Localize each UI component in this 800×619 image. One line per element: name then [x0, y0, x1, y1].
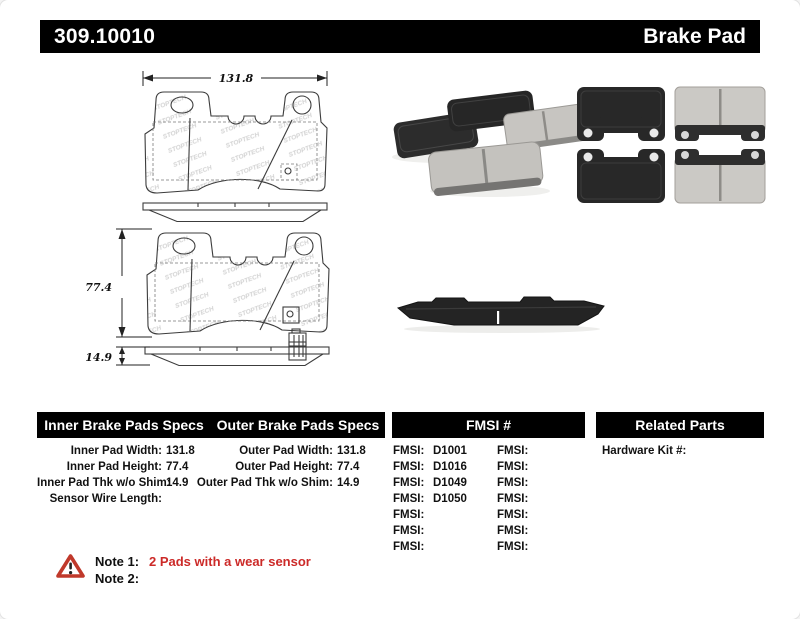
fmsi-label: FMSI: — [393, 445, 425, 457]
fmsi-label: FMSI: — [393, 509, 425, 521]
spec-label: Inner Pad Width: — [70, 445, 162, 457]
dimension-width-label: 131.8 — [218, 72, 254, 85]
technical-drawing-outer-pad — [65, 62, 340, 224]
spec-row-inner-width — [37, 443, 202, 459]
spec-label: Outer Pad Width: — [239, 445, 333, 457]
note-1 — [95, 553, 311, 570]
fmsi-value: D1016 — [433, 461, 467, 473]
spec-value: 131.8 — [166, 445, 195, 457]
spec-value: 14.9 — [337, 477, 360, 489]
fmsi-label: FMSI: — [497, 509, 529, 521]
related-parts-column — [602, 443, 762, 459]
warning-icon — [56, 554, 85, 579]
dimension-thickness-label: 14.9 — [85, 351, 112, 364]
pad-photo-friction — [675, 87, 765, 141]
pad-photo-friction — [675, 149, 765, 203]
fmsi-label: FMSI: — [393, 541, 425, 553]
fmsi-label: FMSI: — [497, 477, 529, 489]
note-2 — [95, 570, 311, 587]
fmsi-label: FMSI: — [393, 493, 425, 505]
fmsi-value: D1001 — [433, 445, 467, 457]
fmsi-row — [393, 523, 493, 539]
inner-specs-column — [37, 443, 202, 507]
spec-value: 14.9 — [166, 477, 189, 489]
product-type-title: Brake Pad — [643, 24, 746, 48]
thickness-dimension — [85, 347, 150, 365]
fmsi-column-left — [393, 443, 493, 555]
width-dimension — [143, 71, 327, 86]
fmsi-label: FMSI: — [393, 461, 425, 473]
table-header-related-parts: Related Parts — [596, 412, 764, 438]
fmsi-row — [393, 443, 493, 459]
fmsi-row — [393, 539, 493, 555]
fmsi-label: FMSI: — [497, 541, 529, 553]
fmsi-row — [497, 475, 587, 491]
spec-label: Outer Pad Thk w/o Shim: — [196, 477, 333, 489]
related-row-hardware-kit — [602, 443, 762, 459]
table-header-fmsi: FMSI # — [392, 412, 585, 438]
table-header-pads-specs — [37, 412, 385, 438]
outer-specs-column — [196, 443, 371, 491]
spec-row-sensor-wire-length — [37, 491, 202, 507]
fmsi-row — [497, 507, 587, 523]
fmsi-row — [393, 491, 493, 507]
pad-front-view-sensor — [147, 233, 329, 346]
fmsi-column-right — [497, 443, 587, 555]
note1-text: 2 Pads with a wear sensor — [149, 554, 311, 569]
fmsi-value: D1049 — [433, 477, 467, 489]
related-label: Hardware Kit #: — [602, 445, 687, 457]
spec-row-inner-height — [37, 459, 202, 475]
fmsi-row — [393, 475, 493, 491]
fmsi-row — [497, 539, 587, 555]
pad-photo-backplate — [577, 87, 665, 141]
spec-value: 77.4 — [337, 461, 360, 473]
pad-side-profile — [143, 203, 327, 222]
notes-block — [95, 553, 311, 587]
fmsi-label: FMSI: — [497, 525, 529, 537]
table-header-outer-specs: Outer Brake Pads Specs — [216, 417, 380, 433]
fmsi-row — [393, 459, 493, 475]
height-dimension — [85, 229, 152, 337]
spec-value: 77.4 — [166, 461, 189, 473]
spec-row-outer-height — [196, 459, 371, 475]
photo-pads-grid — [575, 85, 770, 207]
fmsi-label: FMSI: — [393, 477, 425, 489]
fmsi-row — [497, 459, 587, 475]
spec-row-inner-thk — [37, 475, 202, 491]
fmsi-row — [497, 491, 587, 507]
pad-front-view — [145, 92, 327, 193]
fmsi-label: FMSI: — [497, 461, 529, 473]
wear-sensor-connector — [289, 342, 306, 360]
spec-label: Outer Pad Height: — [235, 461, 333, 473]
fmsi-row — [393, 507, 493, 523]
fmsi-value: D1050 — [433, 493, 467, 505]
table-header-inner-specs: Inner Brake Pads Specs — [44, 417, 204, 433]
fmsi-row — [497, 443, 587, 459]
technical-drawing-inner-pad — [60, 224, 345, 374]
spec-row-outer-width — [196, 443, 371, 459]
part-number: 309.10010 — [54, 24, 156, 48]
fmsi-label: FMSI: — [393, 525, 425, 537]
photo-pad-edge-view — [392, 288, 612, 336]
dimension-height-label: 77.4 — [85, 281, 112, 294]
photo-pads-angled — [390, 85, 590, 199]
fmsi-label: FMSI: — [497, 445, 529, 457]
fmsi-row — [497, 523, 587, 539]
spec-label: Inner Pad Thk w/o Shim: — [37, 477, 171, 489]
header-bar — [40, 20, 760, 53]
spec-label: Sensor Wire Length: — [49, 493, 162, 505]
spec-label: Inner Pad Height: — [66, 461, 162, 473]
spec-row-outer-thk — [196, 475, 371, 491]
note1-label: Note 1: — [95, 554, 140, 569]
note2-label: Note 2: — [95, 571, 140, 586]
spec-value: 131.8 — [337, 445, 366, 457]
pad-photo-backplate — [577, 149, 665, 203]
fmsi-label: FMSI: — [497, 493, 529, 505]
